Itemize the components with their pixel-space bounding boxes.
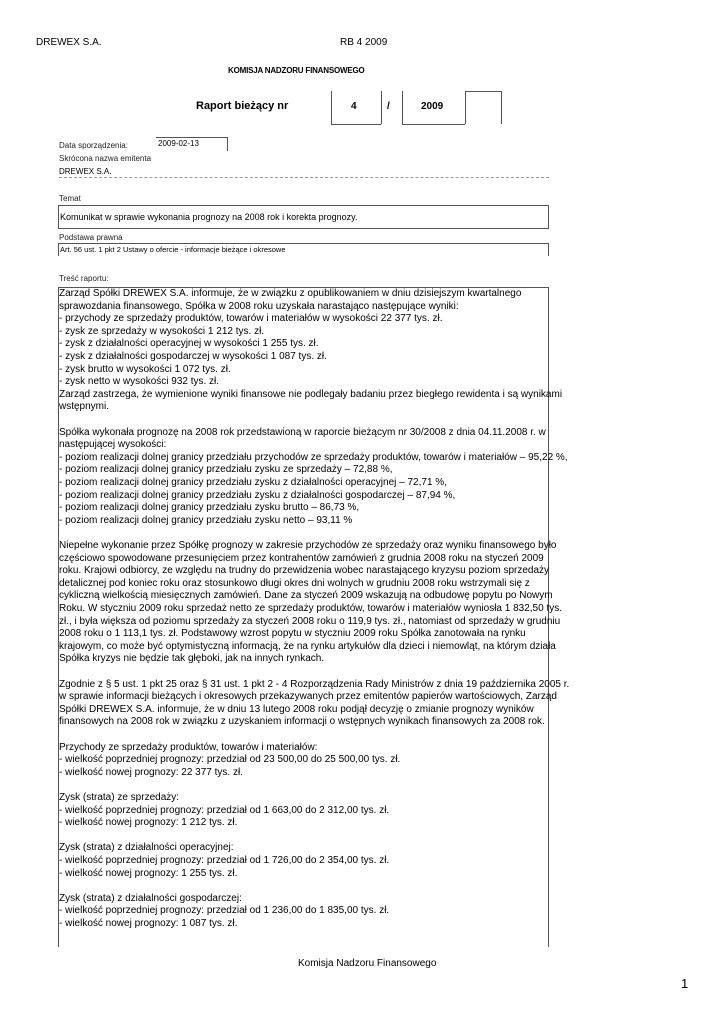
body-line: Zysk (strata) ze sprzedaży: <box>59 792 180 803</box>
body-line: Zarząd Spółki DREWEX S.A. informuje, że w związku z opublikowaniem w dniu dzisiejszym kwartalnego <box>59 288 522 299</box>
body-line: sprawozdania finansowego, Spółka w 2008 roku uzyskała narastająco następujące wyniki: <box>59 300 459 312</box>
body-line: - zysk brutto w wysokości 1 072 tys. zł. <box>59 363 231 375</box>
body-line: Spółka kryzys nie będzie tak głęboki, jak na innych rynkach. <box>59 653 325 665</box>
body-line: - wielkość nowej prognozy: 1 212 tys. zł. <box>59 817 238 829</box>
body-line: - wielkość poprzedniej prognozy: przedział od 1 726,00 do 2 354,00 tys. zł. <box>59 855 390 866</box>
body-line: Zgodnie z § 5 ust. 1 pkt 25 oraz § 31 ust. 1 pkt 2 - 4 Rozporządzenia Rady Ministrów z dnia 19 października 2005 r. <box>59 678 570 690</box>
body-line: finansowych na 2008 rok w związku z uzyskaniem informacji o wstępnych wynikach finansowych za 2008 rok. <box>59 716 545 728</box>
body-line: częściowo spowodowane przesunięciem przez kontrahentów zamówień z grudnia 2008 roku na styczeń 2009 <box>59 552 544 564</box>
legal-value: Art. 56 ust. 1 pkt 2 Ustawy o ofercie - informacje bieżące i okresowe <box>60 245 286 254</box>
body-line: Roku. W styczniu 2009 roku sprzedaż netto ze sprzedaży produktów, towarów i materiałów wyniosła 1 832,50 tys. <box>59 603 563 614</box>
report-box-bottom <box>402 124 465 125</box>
body-line: w sprawie informacji bieżących i okresowych przekazywanych przez emitentów papierów wartościowych, Zarząd <box>59 691 557 703</box>
legal-label: Podstawa prawna <box>59 233 123 242</box>
body-line: krajowym, co może być optymistyczną informacją, że na rynku artykułów dla dzieci i niemowląt, na którym działa <box>59 640 556 652</box>
body-line: - wielkość poprzedniej prognozy: przedział od 1 663,00 do 2 312,00 tys. zł. <box>59 804 390 816</box>
report-title: Raport bieżący nr <box>196 100 289 112</box>
body-line: - poziom realizacji dolnej granicy przedziału zysku z działalności gospodarczej – 87,94 %, <box>59 489 456 501</box>
body-line: roku. Krajowi odbiorcy, ze względu na trudny do przewidzenia wobec narastającego kryzysu poziom sprzedaży <box>59 565 550 577</box>
body-line: - przychody ze sprzedaży produktów, towarów i materiałów w wysokości 22 377 tys. zł. <box>59 313 443 325</box>
issuer-value: DREWEX S.A. <box>59 167 112 176</box>
date-label: Data sporządzenia: <box>59 141 128 150</box>
header-report-ref: RB 4 2009 <box>340 37 388 48</box>
body-line: Spółka wykonała prognozę na 2008 rok przedstawioną w raporcie bieżącym nr 30/2008 z dnia 04.11.2008 r. w <box>59 426 546 438</box>
report-box-bottom <box>331 124 381 125</box>
report-box-divider <box>381 91 382 124</box>
report-box-divider <box>465 91 466 124</box>
body-line: Spółki DREWEX S.A. informuje, że w dniu 13 lutego 2008 roku podjął decyzję o zmianie prognozy wyników <box>59 703 534 715</box>
body-line: następującej wysokości: <box>59 439 167 451</box>
header-authority: KOMISJA NADZORU FINANSOWEGO <box>228 66 365 75</box>
issuer-label: Skrócona nazwa emitenta <box>59 154 152 163</box>
body-line: Zysk (strata) z działalności gospodarczej: <box>59 892 242 904</box>
body-line: - wielkość nowej prognozy: 1 255 tys. zł. <box>59 867 238 879</box>
header-company: DREWEX S.A. <box>36 37 102 48</box>
body-line: - poziom realizacji dolnej granicy przedziału zysku ze sprzedaży – 72,88 %, <box>59 464 393 476</box>
report-box-divider <box>402 91 403 124</box>
body-line: 2008 roku o 1 113,1 tys. zł. Podstawowy wzrost popytu w styczniu 2009 roku Spółka zanotowała na rynku <box>59 628 526 640</box>
footer-authority: Komisja Nadzoru Finansowego <box>298 958 437 969</box>
body-line: Niepełne wykonanie przez Spółkę prognozy w zakresie przychodów ze sprzedaży oraz wyniku finansowego było <box>59 540 557 551</box>
body-line: - poziom realizacji dolnej granicy przedziału zysku z działalności operacyjnej – 72,71 %, <box>59 477 447 488</box>
body-line: detalicznej pod koniec roku oraz stosunkowo długi okres dni wolnych w grudniu 2008 roku wstrzymali się z <box>59 577 530 589</box>
body-line: Zarząd zastrzega, że wymienione wyniki finansowe nie podlegały badaniu przez biegłego rewidenta i są wynikami <box>59 388 563 400</box>
body-line: - wielkość poprzedniej prognozy: przedział od 23 500,00 do 25 500,00 tys. zł. <box>59 754 401 766</box>
body-line: - zysk netto w wysokości 932 tys. zł. <box>59 376 220 388</box>
issuer-divider <box>59 177 549 178</box>
body-line: - wielkość nowej prognozy: 22 377 tys. zł. <box>59 766 243 778</box>
report-year: 2009 <box>421 101 444 112</box>
report-slash: / <box>387 101 390 112</box>
report-box-divider <box>501 91 502 124</box>
report-box-top <box>465 91 501 92</box>
body-line: - zysk ze sprzedaży w wysokości 1 212 tys. zł. <box>59 325 265 337</box>
body-line: - zysk z działalności gospodarczej w wysokości 1 087 tys. zł. <box>59 351 327 362</box>
body-line: cykliczną wielkością miesięcznych zamówień. Dane za styczeń 2009 wskazują na odbudowę popytu po Nowym <box>59 590 553 602</box>
report-number: 4 <box>351 101 357 112</box>
body-line: - poziom realizacji dolnej granicy przedziału przychodów ze sprzedaży produktów, towarów i materiałów – 95,22 %, <box>59 451 568 463</box>
subject-label: Temat <box>59 194 81 203</box>
date-value: 2009-02-13 <box>158 139 199 148</box>
report-box-divider <box>331 91 332 124</box>
body-line: - poziom realizacji dolnej granicy przedziału zysku brutto – 86,73 %, <box>59 502 360 514</box>
body-line: - wielkość poprzedniej prognozy: przedział od 1 236,00 do 1 835,00 tys. zł. <box>59 905 390 917</box>
subject-value: Komunikat w sprawie wykonania prognozy na 2008 rok i korekta prognozy. <box>60 212 358 222</box>
content-label: Treść raportu: <box>59 274 109 283</box>
body-line: wstępnymi. <box>59 401 110 413</box>
page-number: 1 <box>681 976 689 991</box>
body-line: - zysk z działalności operacyjnej w wysokości 1 255 tys. zł. <box>59 338 319 350</box>
body-line: zł., i była większa od poziomu sprzedaży za styczeń 2008 roku o 119,9 tys. zł., natomiast od sprzedaży w grudniu <box>59 615 561 627</box>
body-line: - wielkość nowej prognozy: 1 087 tys. zł. <box>59 918 238 929</box>
body-line: Zysk (strata) z działalności operacyjnej: <box>59 842 234 854</box>
body-line: Przychody ze sprzedaży produktów, towarów i materiałów: <box>59 741 318 753</box>
body-line: - poziom realizacji dolnej granicy przedziału zysku netto – 93,11 % <box>59 514 353 526</box>
